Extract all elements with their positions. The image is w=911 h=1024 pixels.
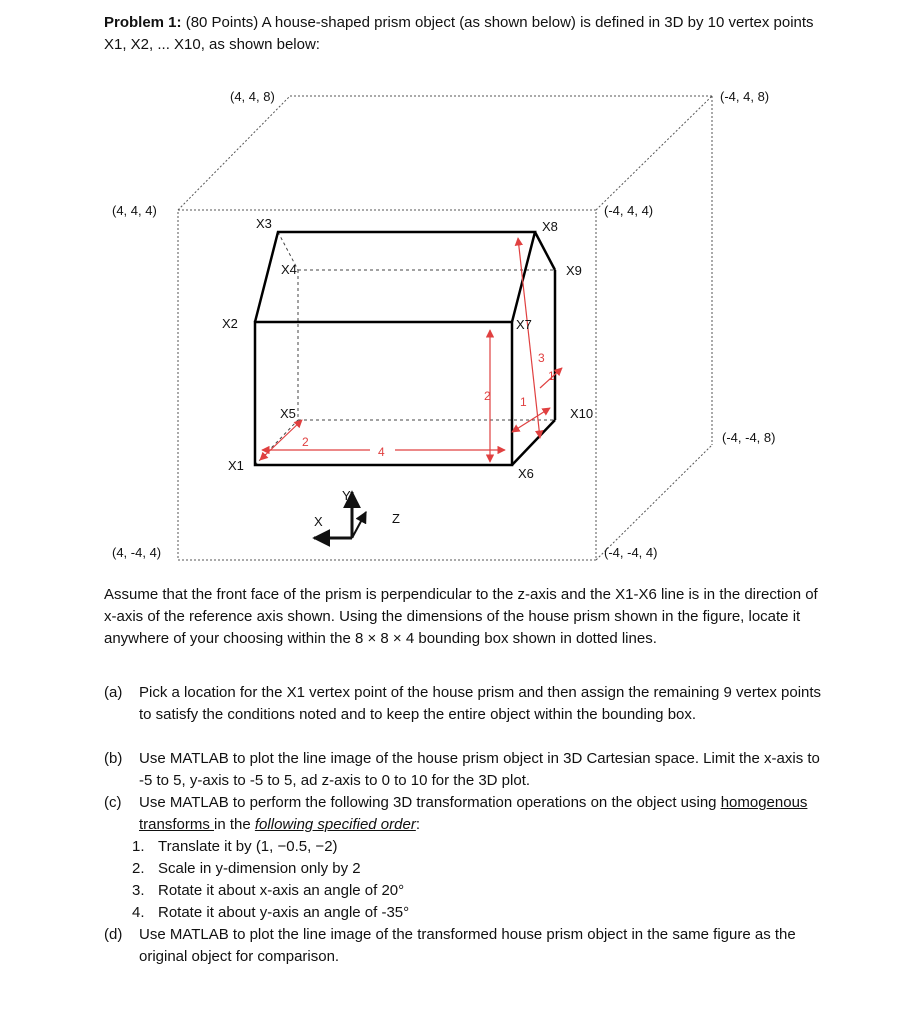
- step-4-number: 4.: [132, 904, 145, 921]
- vertex-label-x8: X8: [542, 219, 558, 234]
- part-a-text: Pick a location for the X1 vertex point of the house prism and then assign the remaining 9 vertex points to satisfy the conditions noted and to keep the entire object within the bounding box.: [139, 684, 822, 723]
- front-wall: [255, 322, 512, 465]
- step-4: [132, 902, 409, 924]
- part-a-label: (a): [104, 684, 123, 701]
- bounding-box: [178, 96, 712, 560]
- problem-label: Problem 1:: [104, 14, 182, 31]
- step-4-text: Rotate it about y-axis an angle of -35°: [158, 904, 410, 921]
- visible-edges: [255, 232, 555, 465]
- corner-label-front-bottom-right: (-4, -4, 4): [604, 545, 658, 560]
- step-3-text: Rotate it about x-axis an angle of 20°: [158, 882, 405, 899]
- axis-label-z: Z: [392, 511, 400, 526]
- part-c-text: [139, 792, 824, 836]
- hidden-edges: [255, 232, 555, 465]
- step-1-number: 1.: [132, 838, 145, 855]
- dim-label-depth-right: 1: [520, 395, 527, 409]
- part-d-text: Use MATLAB to plot the line image of the transformed house prism object in the same figure as the original object for comparison.: [139, 926, 796, 965]
- vertex-label-x1: X1: [228, 458, 244, 473]
- part-c-after: :: [415, 816, 420, 833]
- problem-intro: (80 Points) A house-shaped prism object (as shown below) is defined in 3D by 10 vertex points X1, X2, ... X10, as shown below:: [104, 14, 814, 53]
- dim-label-depth-left: 2: [302, 435, 309, 449]
- step-2: [132, 858, 361, 880]
- dim-depth-left: [260, 420, 302, 460]
- vertex-label-x5: X5: [280, 406, 296, 421]
- step-2-number: 2.: [132, 860, 145, 877]
- part-d-label: (d): [104, 926, 123, 943]
- axis-label-y: Y: [342, 488, 351, 503]
- axis-z-arrow: [352, 512, 366, 538]
- part-c-text-before: Use MATLAB to perform the following 3D transformation operations on the object using: [139, 794, 717, 811]
- dimension-lines: [260, 238, 562, 462]
- bottom-right-edge: [512, 420, 555, 465]
- bbox-top-left-edge: [178, 96, 290, 210]
- axis-labels: [314, 488, 400, 529]
- part-b-text: Use MATLAB to plot the line image of the house prism object in 3D Cartesian space. Limit the x-axis to -5 to 5, y-axis to -5 to 5, ad z-axis to 0 to 10 for the 3D plot.: [139, 750, 820, 789]
- vertex-label-x7: X7: [516, 317, 532, 332]
- dim-label-width: 4: [378, 445, 385, 459]
- vertex-label-x9: X9: [566, 263, 582, 278]
- link-homogenous-transforms: homogenous transforms: [139, 794, 808, 833]
- corner-label-front-top-right: (-4, 4, 4): [604, 203, 654, 218]
- part-c-mid: in the: [214, 816, 255, 833]
- corner-label-front-top-left: (4, 4, 4): [112, 203, 157, 218]
- step-1: [132, 836, 338, 858]
- dimension-labels: [302, 351, 555, 459]
- roof-front-face: [255, 232, 535, 322]
- vertex-label-x2: X2: [222, 316, 238, 331]
- step-1-text: Translate it by (1, −0.5, −2): [158, 838, 338, 855]
- corner-label-front-bottom-left: (4, -4, 4): [112, 545, 162, 560]
- corner-label-back-bottom-right: (-4, -4, 8): [722, 430, 776, 445]
- dim-label-roof-depth: 1: [548, 369, 555, 383]
- bbox-front-face: [178, 210, 596, 560]
- vertex-label-x4: X4: [281, 262, 297, 277]
- corner-label-back-top-left: (4, 4, 8): [230, 89, 275, 104]
- part-c-label: (c): [104, 794, 122, 811]
- bbox-bottom-right-edge: [596, 445, 712, 560]
- roof-ridge-edge: [535, 232, 555, 270]
- vertex-label-x3: X3: [256, 216, 272, 231]
- step-3-number: 3.: [132, 882, 145, 899]
- dim-label-roof-height: 3: [538, 351, 545, 365]
- vertex-label-x10: X10: [570, 406, 594, 421]
- corner-labels: [112, 89, 775, 560]
- bbox-top-right-edge: [596, 96, 712, 210]
- dim-label-wall-height: 2: [484, 389, 491, 403]
- step-3: [132, 880, 404, 902]
- part-d: [104, 924, 824, 968]
- step-2-text: Scale in y-dimension only by 2: [158, 860, 361, 877]
- link-following-specified-order: following specified order: [254, 816, 416, 833]
- corner-label-back-top-right: (-4, 4, 8): [720, 89, 770, 104]
- part-b: [104, 748, 824, 792]
- vertex-label-x6: X6: [518, 466, 534, 481]
- assumption-paragraph: Assume that the front face of the prism is perpendicular to the z-axis and the X1-X6 line is in the direction of x-axis of the reference axis shown. Using the dimensions of the house prism shown in the figure, locate it anywhere of your choosing within the 8 × 8 × 4 bounding box shown in dotted lines.: [104, 586, 818, 647]
- part-b-label: (b): [104, 750, 123, 767]
- part-a: [104, 682, 824, 726]
- axis-label-x: X: [314, 514, 323, 529]
- part-c: [104, 792, 824, 836]
